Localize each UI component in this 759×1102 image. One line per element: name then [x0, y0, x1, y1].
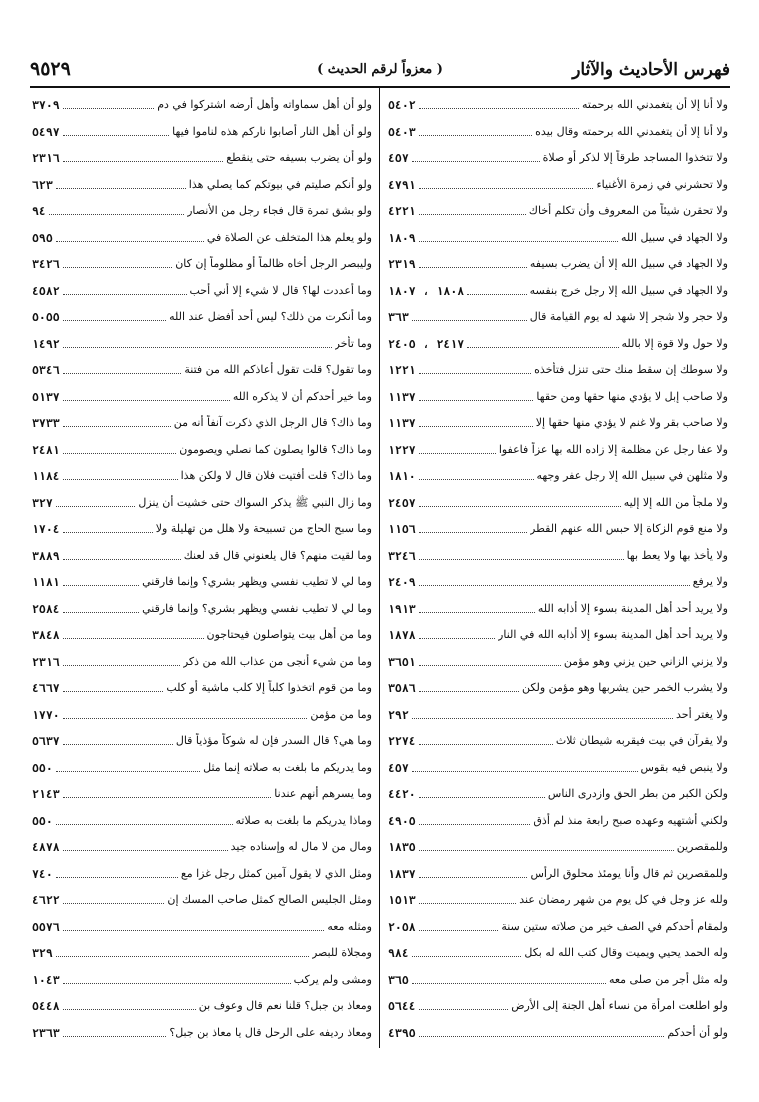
hadith-number: ٤٥٨٢ [32, 283, 60, 298]
leader-dots [63, 347, 332, 348]
entry-text: ولو أن أهل سماواته وأهل أرضه اشتركوا في دم [157, 98, 372, 111]
index-entry [32, 489, 372, 511]
entry-text: ولله عز وجل في كل يوم من شهر رمضان عند [519, 893, 728, 906]
entry-text: ولا مثلهن في سبيل الله إلا رجل عفر وجهه [536, 469, 728, 482]
hadith-number: ٢٠٥٨ [388, 919, 416, 934]
entry-text: وما يسرهم أنهم عندنا [274, 787, 372, 800]
leader-dots [412, 161, 540, 162]
index-entry [388, 595, 728, 617]
leader-dots [419, 585, 690, 586]
entry-text: ولا الجهاد في سبيل الله [621, 230, 728, 244]
index-entry [32, 171, 372, 193]
hadith-number: ٥٩٥ [32, 230, 53, 245]
index-entry [388, 727, 728, 749]
leader-dots [63, 373, 182, 374]
entry-text: وما لي لا تطيب نفسي ويظهر بشري؟ وإنما فارقني [142, 575, 372, 588]
leader-dots [56, 506, 136, 507]
leader-dots [63, 691, 164, 692]
leader-dots [419, 400, 534, 401]
hadith-number: ١٨٠٨ ، ١٨٠٧ [388, 283, 465, 298]
entry-text: وما يدريكم ما بلغت به صلاته إنما مثل [203, 760, 372, 774]
index-entry [32, 939, 372, 961]
leader-dots [63, 585, 139, 586]
hadith-number: ١٨٣٥ [388, 840, 416, 854]
leader-dots [419, 665, 561, 666]
entry-text: ومجلاة للبصر [311, 946, 372, 959]
leader-dots [419, 453, 496, 454]
hadith-number: ٢٤٨١ [32, 442, 60, 457]
hadith-number: ١٨٠٩ [388, 230, 416, 245]
index-entry [388, 303, 728, 325]
entry-text: ومعاذ بن جبل؟ قلنا نعم قال وعوف بن [198, 999, 372, 1012]
hadith-number: ٣٦٣ [388, 310, 409, 324]
hadith-number: ٣٥٨٦ [388, 681, 416, 695]
index-entry [388, 568, 728, 590]
entry-text: ولو أن يضرب بسيفه حتى ينقطع [226, 151, 372, 164]
hadith-number: ٤٦٦٧ [32, 681, 60, 695]
hadith-number: ١٩١٣ [388, 601, 416, 616]
entry-text: وما هي؟ قال السدر فإن له شوكاً مؤذياً قال [175, 734, 372, 747]
hadith-number: ٢٢٧٤ [388, 734, 416, 748]
leader-dots [419, 135, 532, 136]
index-entry [32, 727, 372, 749]
hadith-number: ١٧٠٤ [32, 522, 60, 536]
index-entry [388, 939, 728, 961]
leader-dots [63, 532, 153, 533]
index-entry [388, 542, 728, 564]
hadith-number: ٤٤٢٠ [388, 787, 416, 801]
leader-dots [56, 877, 178, 878]
hadith-number: ٢٤٠٩ [388, 575, 416, 589]
hadith-number: ٤٢٢١ [388, 204, 416, 218]
index-entry [388, 833, 728, 855]
leader-dots [419, 267, 527, 268]
hadith-number: ٤٥٧ [388, 760, 409, 775]
index-entry [388, 144, 728, 166]
hadith-number: ٤٧٩١ [388, 177, 416, 192]
leader-dots [419, 1036, 665, 1037]
hadith-number: ٢٤١٧ ، ٢٤٠٥ [388, 336, 465, 351]
index-entry [388, 913, 728, 935]
index-entry [32, 91, 372, 113]
leader-dots [63, 797, 272, 798]
entry-text: ولا أنا إلا أن يتغمدني الله برحمته وقال بيده [535, 124, 728, 138]
hadith-number: ٥٠٥٥ [32, 310, 60, 324]
leader-dots [63, 400, 230, 401]
leader-dots [419, 188, 594, 189]
index-entry [32, 224, 372, 246]
leader-dots [419, 532, 527, 533]
index-entry [32, 966, 372, 988]
index-entry [388, 91, 728, 113]
leader-dots [63, 665, 180, 666]
entry-text: وماذا يدريكم ما بلغت به صلاته [235, 813, 372, 827]
leader-dots [56, 824, 233, 825]
leader-dots [63, 930, 325, 931]
entry-text: وما لقيت منهم؟ قال يلعنوني قال قد لعنك [183, 548, 372, 562]
index-entry [32, 621, 372, 643]
entry-text: ولا تتخذوا المساجد طرقاً إلا لذكر أو صلاة [542, 151, 728, 164]
hadith-number: ٢٣١٦ [32, 151, 60, 165]
hadith-number: ٣٧٣٣ [32, 416, 60, 430]
hadith-number: ١٧٧٠ [32, 707, 60, 722]
leader-dots [419, 373, 531, 374]
index-entry [32, 860, 372, 882]
left-column [32, 89, 372, 1049]
index-entry [32, 807, 372, 829]
entry-text: ولا سوطك إن سقط منك حتى تنزل فتأخذه [534, 363, 728, 376]
index-entry [32, 886, 372, 908]
hadith-number: ٣٢٧ [32, 495, 53, 510]
hadith-number: ٣٨٤٨ [32, 628, 60, 642]
entry-text: ولو أنكم صليتم في بيوتكم كما يصلي هذا [188, 177, 372, 191]
hadith-number: ٥٥٠ [32, 760, 53, 775]
leader-dots [467, 347, 618, 348]
leader-dots [419, 108, 579, 109]
hadith-number: ١٢٢٧ [388, 442, 416, 457]
entry-text: وله مثل أجر من صلى معه [608, 972, 728, 986]
leader-dots [419, 850, 674, 851]
entry-text: وللمقصرين [676, 840, 728, 853]
hadith-number: ٥٦٣٧ [32, 734, 60, 748]
index-entry [32, 701, 372, 723]
leader-dots [63, 135, 169, 136]
entry-text: ولا ينبص فيه بقوس [640, 760, 728, 774]
leader-dots [419, 638, 495, 639]
index-entry [32, 277, 372, 299]
index-entry [32, 568, 372, 590]
entry-text: وما ذاك؟ قلت أفتيت فلان قال لا ولكن هذا [180, 469, 372, 482]
index-entry [388, 436, 728, 458]
entry-text: وليبصر الرجل أخاه ظالماً أو مظلوماً إن كان [175, 257, 372, 270]
entry-text: وما أنكرت من ذلك؟ ليس أحد أفضل عند الله [169, 310, 372, 323]
hadith-number: ١٨٧٨ [388, 628, 416, 642]
hadith-number: ٥٥٧٦ [32, 919, 60, 934]
entry-text: ومعاذ رديفه على الرحل قال يا معاذ بن جبل؟ [169, 1025, 372, 1039]
hadith-number: ٦٢٣ [32, 177, 53, 192]
hadith-number: ٥٥٠ [32, 813, 53, 828]
leader-dots [412, 320, 527, 321]
hadith-number: ٢٩٢ [388, 707, 409, 722]
leader-dots [419, 426, 533, 427]
right-column [388, 89, 728, 1049]
entry-text: ولكني أشتهيه وعهده صبح رابعة منذ لم أذق [533, 813, 728, 827]
hadith-number: ٥١٣٧ [32, 389, 60, 404]
hadith-number: ٢٣٦٣ [32, 1025, 60, 1040]
leader-dots [56, 771, 200, 772]
leader-dots [63, 744, 173, 745]
index-entry [32, 674, 372, 696]
index-entry [388, 992, 728, 1014]
entry-text: ولا يريد أحد أهل المدينة بسوء إلا أذابه الله [537, 601, 728, 615]
leader-dots [419, 559, 624, 560]
entry-text: ولكن الكبر من بطر الحق وازدرى الناس [547, 787, 728, 800]
leader-dots [49, 214, 184, 215]
hadith-number: ٤٥٧ [388, 151, 409, 165]
index-entry [32, 409, 372, 431]
index-entry [32, 913, 372, 935]
index-entry [388, 409, 728, 431]
entry-text: ولا يغتر أحد [676, 707, 728, 721]
leader-dots [63, 426, 171, 427]
leader-dots [63, 718, 308, 719]
leader-dots [63, 983, 291, 984]
hadith-number: ٢٣١٦ [32, 654, 60, 669]
hadith-number: ١٤٩٢ [32, 336, 60, 351]
entry-text: ولا يأخذ بها ولا يعط بها [626, 548, 728, 562]
hadith-number: ٥٣٤٦ [32, 363, 60, 377]
index-entry [388, 674, 728, 696]
leader-dots [419, 877, 528, 878]
index-entry [32, 833, 372, 855]
leader-dots [419, 824, 531, 825]
leader-dots [63, 638, 204, 639]
hadith-number: ٣٢٩ [32, 946, 53, 960]
entry-text: ولو أن أهل النار أصابوا ناركم هذه لناموا فيها [172, 124, 372, 138]
hadith-number: ٣٤٢٦ [32, 257, 60, 271]
leader-dots [419, 241, 618, 242]
entry-text: وما ذاك؟ قالوا يصلون كما نصلي ويصومون [179, 442, 372, 456]
entry-text: ولو بشق تمرة قال فجاء رجل من الأنصار [187, 204, 372, 217]
entry-text: ولو اطلعت امرأة من نساء أهل الجنة إلى الأرض [511, 999, 728, 1012]
entry-text: ولا الجهاد في سبيل الله إلا رجل خرج بنفسه [529, 283, 728, 297]
index-entry [388, 171, 728, 193]
hadith-number: ١٨١٠ [388, 469, 416, 483]
entry-text: وما خير أحدكم أن لا يذكره الله [232, 389, 372, 403]
index-entry [388, 250, 728, 272]
entry-text: ومثل الذي لا يقول آمين كمثل رجل غزا مع [180, 866, 372, 880]
index-entry [388, 515, 728, 537]
hadith-number: ٤٦٢٢ [32, 893, 60, 907]
entry-text: ولا حجر ولا شجر إلا شهد له يوم القيامة قال [529, 310, 728, 323]
column-divider [379, 88, 380, 1048]
leader-dots [63, 850, 228, 851]
leader-dots [63, 161, 224, 162]
hadith-number: ٧٤٠ [32, 866, 53, 881]
index-entry [388, 118, 728, 140]
index-entry [388, 383, 728, 405]
index-entry [388, 701, 728, 723]
index-entry [32, 595, 372, 617]
leader-dots [63, 453, 177, 454]
index-entry [32, 250, 372, 272]
running-subtitle: ( معزواً لرقم الحديث ) [317, 62, 443, 77]
leader-dots [63, 1009, 196, 1010]
hadith-number: ٤٨٧٨ [32, 840, 60, 854]
entry-text: ولا ملجأ من الله إلا إليه [623, 495, 728, 509]
hadith-number: ١٠٤٣ [32, 972, 60, 987]
leader-dots [63, 267, 173, 268]
hadith-number: ٢١٤٣ [32, 787, 60, 801]
leader-dots [56, 241, 204, 242]
entry-text: ولا يقرآن في بيت فيقربه شيطان ثلاث [555, 734, 728, 747]
leader-dots [419, 744, 553, 745]
header-rule [30, 86, 730, 88]
hadith-number: ٣٦٥ [388, 972, 409, 987]
page-number: ٩٥٢٩ [30, 58, 71, 80]
leader-dots [63, 320, 166, 321]
entry-text: ولا يريد أحد أهل المدينة بسوء إلا أذابه الله في النار [498, 628, 728, 641]
index-entry [388, 621, 728, 643]
running-title: فهرس الأحاديث والآثار [572, 60, 730, 80]
entry-text: ولا يشرب الخمر حين يشربها وهو مؤمن ولكن [522, 681, 728, 694]
leader-dots [63, 903, 165, 904]
leader-dots [412, 956, 522, 957]
hadith-number: ١١٥٦ [388, 522, 416, 536]
entry-text: ومثله معه [327, 919, 372, 933]
leader-dots [63, 559, 181, 560]
leader-dots [419, 903, 517, 904]
hadith-number: ٢٣١٩ [388, 257, 416, 271]
hadith-number: ٢٥٨٤ [32, 601, 60, 616]
index-entry [388, 886, 728, 908]
entry-text: ولا أنا إلا أن يتغمدني الله برحمته [581, 98, 728, 111]
hadith-number: ٥٤٠٣ [388, 124, 416, 139]
index-entry [388, 780, 728, 802]
entry-text: ولا صاحب إبل لا يؤدي منها حقها ومن حقها [536, 389, 728, 403]
page-header [30, 60, 730, 86]
entry-text: ولا منع قوم الزكاة إلا حبس الله عنهم القطر [530, 522, 728, 535]
hadith-number: ٣٦٥١ [388, 654, 416, 669]
index-entry [388, 966, 728, 988]
hadith-number: ٥٦٤٤ [388, 999, 416, 1013]
hadith-number: ٥٤٠٢ [388, 98, 416, 112]
entry-text: ولا تحقرن شيئاً من المعروف وأن تكلم أخاك [528, 204, 728, 217]
index-entry [388, 224, 728, 246]
index-entry [32, 515, 372, 537]
index-entry [32, 1019, 372, 1041]
index-entry [388, 489, 728, 511]
entry-text: وما من قوم اتخذوا كلباً إلا كلب ماشية أو كلب [166, 681, 372, 694]
index-entry [32, 303, 372, 325]
index-entry [32, 144, 372, 166]
index-entry [32, 197, 372, 219]
leader-dots [412, 983, 606, 984]
hadith-number: ١١٣٧ [388, 389, 416, 404]
index-entry [388, 462, 728, 484]
hadith-number: ٣٢٤٦ [388, 548, 416, 563]
leader-dots [412, 771, 638, 772]
entry-text: وما أعددت لها؟ قال لا شيء إلا أني أحب [189, 283, 372, 297]
index-entry [388, 648, 728, 670]
index-entry [32, 330, 372, 352]
entry-text: وله الحمد يحيي ويميت وقال كتب الله له بكل [524, 946, 728, 959]
hadith-number: ٢٤٥٧ [388, 495, 416, 510]
leader-dots [419, 612, 535, 613]
entry-text: ولمقام أحدكم في الصف خير من صلاته ستين سنة [501, 919, 728, 933]
entry-text: ومال من لا مال له وإسناده جيد [230, 840, 372, 853]
hadith-number: ٣٧٠٩ [32, 98, 60, 112]
index-entry [32, 992, 372, 1014]
leader-dots [419, 506, 621, 507]
leader-dots [56, 188, 186, 189]
leader-dots [412, 718, 673, 719]
index-entry [32, 436, 372, 458]
hadith-number: ٥٤٩٧ [32, 124, 60, 139]
leader-dots [63, 108, 155, 109]
entry-text: وما تقول؟ قلت تقول أعاذكم الله من فتنة [184, 363, 372, 376]
index-entry [388, 860, 728, 882]
leader-dots [63, 1036, 167, 1037]
index-entry [388, 356, 728, 378]
leader-dots [419, 1009, 508, 1010]
hadith-number: ١٥١٣ [388, 893, 416, 907]
index-entry [388, 1019, 728, 1041]
entry-text: ولا الجهاد في سبيل الله إلا أن يضرب بسيفه [529, 257, 728, 270]
hadith-number: ١٢٢١ [388, 363, 416, 377]
entry-text: وما من شيء أنجى من عذاب الله من ذكر [182, 654, 372, 668]
index-entry [32, 356, 372, 378]
entry-text: وللمقصرين ثم قال وأنا يومئذ محلوق الرأس [530, 866, 728, 880]
entry-text: ومشى ولم يركب [293, 972, 372, 986]
entry-text: وما ذاك؟ قال الرجل الذي ذكرت آنفاً أنه من [173, 416, 372, 429]
entry-text: وما من أهل بيت يتواصلون فيحتاجون [206, 628, 372, 641]
hadith-number: ٩٨٤ [388, 946, 409, 960]
entry-text: ولا تحشرني في زمرة الأغنياء [596, 177, 728, 191]
entry-text: وما تأخر [334, 336, 372, 350]
hadith-number: ٥٤٤٨ [32, 999, 60, 1013]
entry-text: وما سبح الحاج من تسبيحة ولا هلل من تهليلة ولا [155, 522, 372, 535]
index-entry [32, 780, 372, 802]
index-entry [388, 754, 728, 776]
hadith-number: ١١٨١ [32, 575, 60, 589]
leader-dots [63, 294, 187, 295]
hadith-number: ٤٩٠٥ [388, 813, 416, 828]
hadith-number: ١١٨٤ [32, 469, 60, 483]
hadith-number: ١١٣٧ [388, 416, 416, 430]
entry-text: ولا عفا رجل عن مظلمة إلا زاده الله بها عزاً فاعفوا [498, 442, 728, 456]
leader-dots [56, 956, 309, 957]
hadith-number: ٤٣٩٥ [388, 1025, 416, 1040]
leader-dots [419, 479, 534, 480]
index-entry [32, 118, 372, 140]
entry-text: وما من مؤمن [310, 707, 372, 721]
entry-text: وما زال النبي ﷺ يذكر السواك حتى خشيت أن ينزل [138, 495, 372, 509]
index-entry [388, 277, 728, 299]
index-entry [388, 330, 728, 352]
leader-dots [419, 691, 519, 692]
index-entry [32, 462, 372, 484]
entry-text: ولو يعلم هذا المتخلف عن الصلاة في [206, 230, 372, 244]
leader-dots [63, 479, 178, 480]
entry-text: وما لي لا تطيب نفسي ويظهر بشري؟ وإنما فارقني [142, 601, 372, 615]
hadith-number: ١٨٣٧ [388, 866, 416, 881]
entry-text: ولا حول ولا قوة إلا بالله [621, 336, 728, 350]
leader-dots [419, 930, 499, 931]
index-entry [32, 754, 372, 776]
entry-text: ولو أن أحدكم [667, 1025, 728, 1039]
hadith-number: ٣٨٨٩ [32, 548, 60, 563]
index-entry [32, 542, 372, 564]
leader-dots [419, 214, 526, 215]
leader-dots [419, 797, 545, 798]
entry-text: ولا يرفع [692, 575, 728, 588]
entry-text: ولا يزني الزاني حين يزني وهو مؤمن [563, 654, 728, 668]
index-entry [388, 197, 728, 219]
hadith-number: ٩٤ [32, 204, 46, 218]
entry-text: ومثل الجليس الصالح كمثل صاحب المسك إن [167, 893, 372, 906]
index-entry [32, 648, 372, 670]
index-entry [32, 383, 372, 405]
leader-dots [63, 612, 139, 613]
index-entry [388, 807, 728, 829]
entry-text: ولا صاحب بقر ولا غنم لا يؤدي منها حقها إلا [535, 416, 728, 429]
leader-dots [467, 294, 526, 295]
